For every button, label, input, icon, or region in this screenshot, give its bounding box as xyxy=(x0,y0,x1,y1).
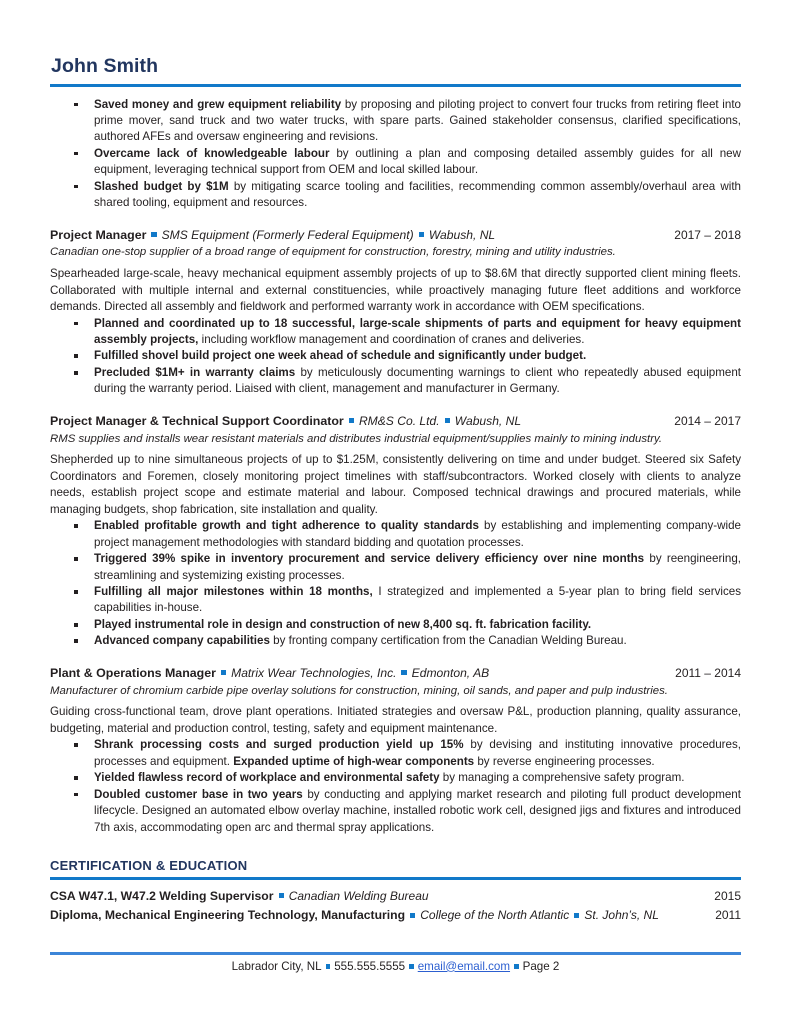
list-item xyxy=(50,787,741,836)
footer-email-link[interactable]: email@email.com xyxy=(417,959,511,973)
list-item xyxy=(50,179,741,212)
bullet-lead: Yielded flawless record of workplace and environmental safety xyxy=(94,771,440,785)
bullet-lead: Planned and coordinated up to 18 successful, large-scale shipments of parts and equipment for heavy equipment assembly projects, xyxy=(94,316,741,347)
experience-header xyxy=(50,413,741,430)
document-header xyxy=(50,0,741,87)
credential-year: 2011 xyxy=(715,908,741,923)
square-separator-icon xyxy=(151,232,156,237)
bullet-lead: Advanced company capabilities xyxy=(94,634,270,648)
square-bullet-icon xyxy=(74,590,78,594)
bullet-text: by conducting and applying market research and piloting full product development lifecycle. Designed an automated elbow overlay machine, installed robotic work cell, designed jigs and fixtures and introduced 7th axis, accommodating open arc and thermal spray applications. xyxy=(94,787,741,834)
footer-page-number: Page 2 xyxy=(522,959,560,973)
bullet-text: by devising and instituting innovative procedures, processes and equipment. xyxy=(94,738,741,768)
credential-institution: Canadian Welding Bureau xyxy=(288,888,429,903)
square-bullet-icon xyxy=(74,354,78,358)
experience-header-left xyxy=(50,413,521,430)
list-item xyxy=(50,146,741,179)
job-location: Edmonton, AB xyxy=(411,665,490,680)
experience-entry xyxy=(50,227,741,398)
square-separator-icon xyxy=(349,418,354,423)
education-row xyxy=(50,906,741,926)
square-separator-icon xyxy=(279,893,284,898)
bullet-lead: Enabled profitable growth and tight adherence to quality standards xyxy=(94,519,479,533)
square-bullet-icon xyxy=(74,371,78,375)
page-content xyxy=(50,0,741,1024)
experience-header-left xyxy=(50,665,489,682)
square-separator-icon xyxy=(419,232,424,237)
list-item xyxy=(50,770,741,786)
top-bullet-list xyxy=(50,97,741,212)
job-summary: Guiding cross-functional team, drove plant operations. Initiated strategies and oversaw P&L, production planning, quality assurance, budgeting, material and production control, testing, safety and equipment maintenance. xyxy=(50,705,741,735)
list-item xyxy=(50,97,741,146)
bullet-lead: Triggered 39% spike in inventory procurement and service delivery efficiency over nine months xyxy=(94,552,645,566)
job-title: Plant & Operations Manager xyxy=(50,665,216,680)
section-divider xyxy=(50,877,741,880)
job-bullet-list xyxy=(50,737,741,836)
job-company: Matrix Wear Technologies, Inc. xyxy=(231,665,397,680)
bullet-text: I strategized and implemented a 5-year plan to bring field services capabilities in-house. xyxy=(94,585,741,615)
square-separator-icon xyxy=(401,670,406,675)
job-bullet-list xyxy=(50,518,741,650)
bullet-lead: Overcame lack of knowledgeable labour xyxy=(94,146,330,160)
square-separator-icon xyxy=(409,964,414,969)
job-summary: Shepherded up to nine simultaneous projects of up to $1.25M, consistently delivering on time and under budget. Steered six Safety Coordinators and Foremen, closely monitoring project timelines with staff/subcontractors. Worked closely with clients to analyze needs, establish project scope and estimate material and labour. Composed technical drawings and procured materials, while managing budgets, shop fabrication, site installation and quality. xyxy=(50,453,741,516)
bullet-text: by reengineering, streamlining and systemizing existing processes. xyxy=(94,552,741,582)
credential-name: Diploma, Mechanical Engineering Technology, Manufacturing xyxy=(50,908,406,923)
experience-header xyxy=(50,665,741,682)
square-separator-icon xyxy=(574,913,579,918)
job-company: SMS Equipment (Formerly Federal Equipment) xyxy=(161,227,414,242)
square-bullet-icon xyxy=(74,639,78,643)
job-title: Project Manager xyxy=(50,227,147,242)
page-title: John Smith xyxy=(51,55,159,77)
bullet-text: including workflow management and coordination of cranes and deliveries. xyxy=(198,333,585,347)
footer-contact-line xyxy=(50,960,741,973)
square-bullet-icon xyxy=(74,152,78,156)
education-row-left xyxy=(50,906,659,926)
square-separator-icon xyxy=(410,913,415,918)
bullet-lead: Saved money and grew equipment reliability xyxy=(94,97,342,111)
job-dates: 2011 – 2014 xyxy=(675,665,741,680)
footer-divider xyxy=(50,952,741,955)
experience-entry xyxy=(50,665,741,836)
job-bullet-list xyxy=(50,316,741,398)
footer-phone: 555.555.5555 xyxy=(334,959,406,973)
experience-entry xyxy=(50,413,741,650)
company-description: Manufacturer of chromium carbide pipe overlay solutions for construction, mining, oil sands, and paper and pulp industries. xyxy=(50,684,668,697)
header-divider xyxy=(50,84,741,87)
experience-header-left xyxy=(50,227,495,244)
job-location: Wabush, NL xyxy=(454,413,522,428)
list-item xyxy=(50,617,741,633)
company-description: Canadian one-stop supplier of a broad range of equipment for construction, forestry, mining and utility industries. xyxy=(50,246,616,259)
section-heading: CERTIFICATION & EDUCATION xyxy=(50,858,248,873)
bullet-text: by meticulously documenting warnings to client who repeatedly abused equipment during the warranty period. Liaised with client, management and manufacturer in Germany. xyxy=(94,365,741,396)
credential-institution: College of the North Atlantic xyxy=(420,908,570,923)
education-row-left xyxy=(50,887,429,907)
bullet-text: by mitigating scarce tooling and facilities, recommending common assembly/overhaul area with shared tooling, equipment and resources. xyxy=(94,179,741,210)
credential-name: CSA W47.1, W47.2 Welding Supervisor xyxy=(50,888,274,903)
bullet-text: by reverse engineering processes. xyxy=(474,754,655,768)
credential-year: 2015 xyxy=(714,888,741,903)
list-item xyxy=(50,365,741,398)
bullet-lead: Precluded $1M+ in warranty claims xyxy=(94,365,296,379)
list-item xyxy=(50,737,741,770)
job-dates: 2017 – 2018 xyxy=(674,227,741,242)
education-list xyxy=(50,887,741,927)
square-bullet-icon xyxy=(74,793,78,797)
square-separator-icon xyxy=(326,964,331,969)
square-bullet-icon xyxy=(74,103,78,107)
bullet-text: by establishing and implementing company-wide project management methodologies with standard bidding and quotation processes. xyxy=(94,519,742,549)
job-summary: Spearheaded large-scale, heavy mechanical equipment assembly projects of up to $8.6M that directly supported client mining fleets. Collaborated with multiple internal and external constituencies, while proactively managing future fleet additions and workforce demands. Directed all assembly and fieldwork and performed warranty work in accordance with OEM specifications. xyxy=(50,267,741,314)
square-bullet-icon xyxy=(74,623,78,627)
list-item xyxy=(50,518,741,551)
bullet-lead: Doubled customer base in two years xyxy=(94,787,303,801)
list-item xyxy=(50,633,741,649)
education-row xyxy=(50,887,741,907)
square-bullet-icon xyxy=(74,776,78,780)
square-bullet-icon xyxy=(74,185,78,189)
footer-city: Labrador City, NL xyxy=(231,959,322,973)
experience-header xyxy=(50,227,741,244)
bullet-lead: Fulfilled shovel build project one week ahead of schedule and significantly under budget. xyxy=(94,349,587,363)
document-footer xyxy=(50,952,741,973)
square-separator-icon xyxy=(514,964,519,969)
bullet-lead: Played instrumental role in design and construction of new 8,400 sq. ft. fabrication facility. xyxy=(94,617,592,631)
experience-list xyxy=(50,227,741,836)
bullet-text: by managing a comprehensive safety program. xyxy=(439,771,685,785)
bullet-lead: Fulfilling all major milestones within 18 months, xyxy=(94,585,373,599)
square-separator-icon xyxy=(221,670,226,675)
square-bullet-icon xyxy=(74,743,78,747)
job-title: Project Manager & Technical Support Coordinator xyxy=(50,413,344,428)
certification-education-section xyxy=(50,858,741,926)
bullet-text: by proposing and piloting project to convert four trucks from retiring fleet into prime mover, sand truck and two water trucks, with spare parts. Gained stakeholder consensus, clarified specifications, authored AFEs and oversaw engineering and revisions. xyxy=(94,97,741,144)
credential-location: St. John’s, NL xyxy=(584,908,659,923)
square-bullet-icon xyxy=(74,322,78,326)
job-dates: 2014 – 2017 xyxy=(674,413,741,428)
job-location: Wabush, NL xyxy=(428,227,496,242)
bullet-lead: Shrank processing costs and surged production yield up 15% xyxy=(94,738,464,752)
list-item xyxy=(50,316,741,349)
list-item xyxy=(50,584,741,617)
bullet-text: by fronting company certification from the Canadian Welding Bureau. xyxy=(269,634,627,648)
job-company: RM&S Co. Ltd. xyxy=(358,413,440,428)
square-bullet-icon xyxy=(74,557,78,561)
company-description: RMS supplies and installs wear resistant materials and distributes industrial equipment/supplies mainly to mining industry. xyxy=(50,432,663,445)
bullet-lead: Expanded uptime of high-wear components xyxy=(233,754,475,768)
list-item xyxy=(50,551,741,584)
bullet-text: by outlining a plan and composing detailed assembly guides for all new equipment, leveraging technical support from OEM and local skilled labour. xyxy=(94,146,741,177)
bullet-lead: Slashed budget by $1M xyxy=(94,179,229,193)
list-item xyxy=(50,348,741,364)
square-bullet-icon xyxy=(74,524,78,528)
square-separator-icon xyxy=(445,418,450,423)
